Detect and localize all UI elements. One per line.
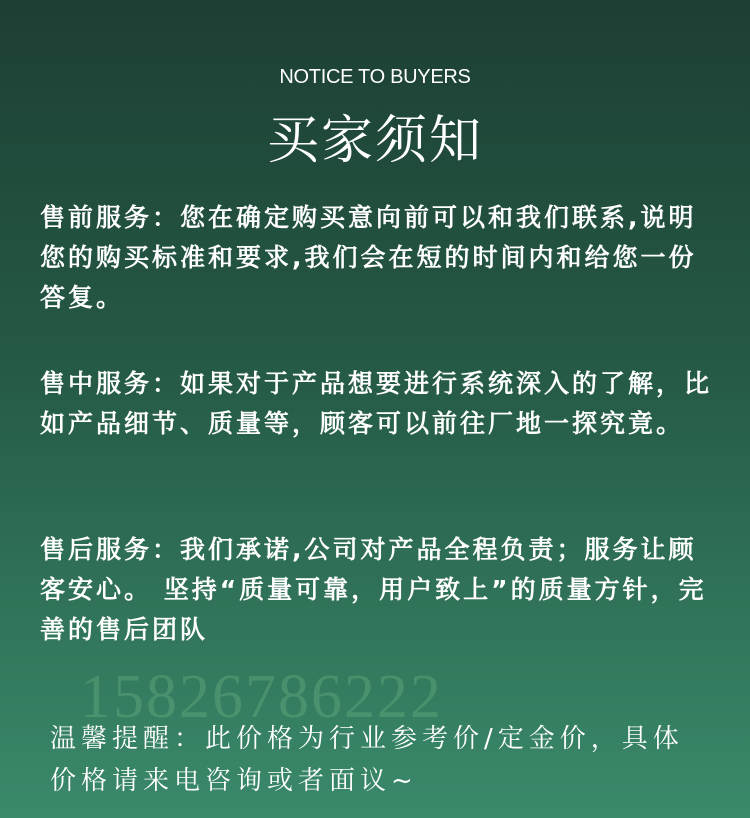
in-sale-service-text: 售中服务：如果对于产品想要进行系统深入的了解，比如产品细节、质量等，顾客可以前往厂地一探究竟。 [40, 369, 713, 438]
pre-sale-service-text: 售前服务：您在确定购买意向前可以和我们联系,说明您的购买标准和要求,我们会在短的时间内和给您一份答复。 [40, 203, 697, 312]
page-title: 买家须知 [266, 111, 483, 171]
after-sale-service-text: 售后服务：我们承诺,公司对产品全程负责；服务让顾客安心。 坚持“质量可靠，用户致上”的质量方针，完善的售后团队 [40, 535, 707, 644]
price-reminder-text: 温馨提醒：此价格为行业参考价/定金价，具体价格请来电咨询或者面议~ [50, 724, 684, 796]
page-subtitle: NOTICE TO BUYERS [279, 66, 471, 88]
phone-watermark: 15826786222 [80, 663, 443, 731]
